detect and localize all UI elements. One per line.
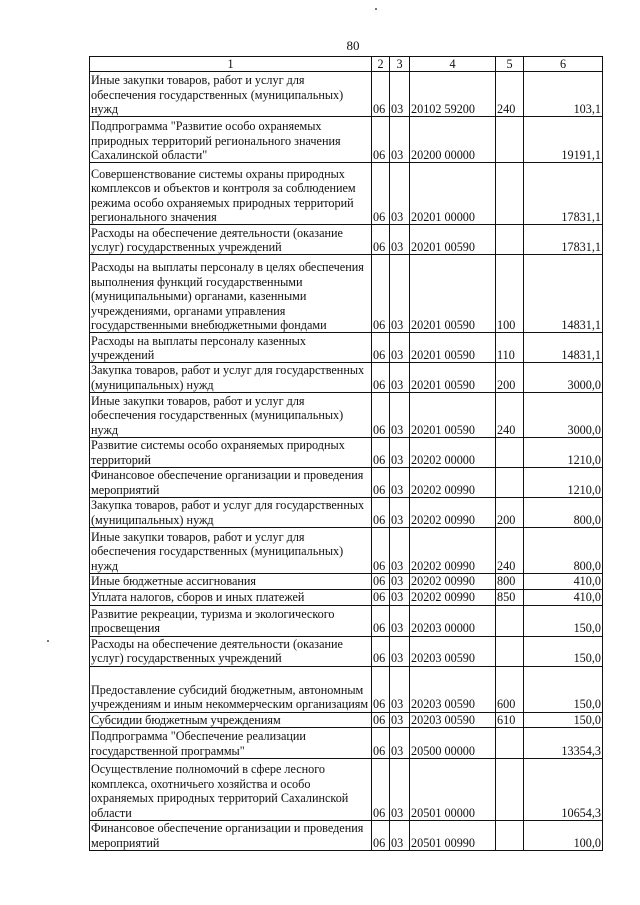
row-subsection: 03 xyxy=(390,712,410,727)
row-section: 06 xyxy=(372,759,390,821)
row-name: Осуществление полномочий в сфере лесного комплекса, охотничьего хозяйства и особо охраняемых природных территорий Сахалинской области xyxy=(90,759,372,821)
scan-speck xyxy=(375,8,377,10)
row-subsection: 03 xyxy=(390,72,410,117)
row-expense-type: 240 xyxy=(496,393,524,438)
row-expense-type xyxy=(496,468,524,498)
row-expense-type xyxy=(496,225,524,255)
row-expense-type: 240 xyxy=(496,72,524,117)
row-subsection: 03 xyxy=(390,393,410,438)
row-section: 06 xyxy=(372,821,390,851)
row-amount: 14831,1 xyxy=(524,255,603,333)
row-amount: 10654,3 xyxy=(524,759,603,821)
row-expense-type: 610 xyxy=(496,712,524,727)
row-name: Иные закупки товаров, работ и услуг для обеспечения государственных (муниципальных) нужд xyxy=(90,528,372,574)
row-amount: 800,0 xyxy=(524,498,603,528)
row-name: Иные закупки товаров, работ и услуг для обеспечения государственных (муниципальных) нужд xyxy=(90,393,372,438)
header-cell: 5 xyxy=(496,57,524,72)
row-expense-type xyxy=(496,636,524,666)
row-amount: 1210,0 xyxy=(524,438,603,468)
row-name: Финансовое обеспечение организации и проведения мероприятий xyxy=(90,821,372,851)
table-row xyxy=(90,72,603,117)
table-header-row xyxy=(90,57,603,72)
header-cell: 2 xyxy=(372,57,390,72)
row-expense-type xyxy=(496,821,524,851)
row-subsection: 03 xyxy=(390,225,410,255)
row-amount: 17831,1 xyxy=(524,225,603,255)
row-name: Расходы на выплаты персоналу в целях обеспечения выполнения функций государственными (муниципальными) органами, казенными учреждениями, органами управления государственными внебюджетными фондами xyxy=(90,255,372,333)
row-expense-type: 240 xyxy=(496,528,524,574)
row-target-article: 20203 00000 xyxy=(410,605,496,636)
row-expense-type: 800 xyxy=(496,574,524,589)
row-section: 06 xyxy=(372,72,390,117)
row-subsection: 03 xyxy=(390,438,410,468)
row-target-article: 20203 00590 xyxy=(410,712,496,727)
row-target-article: 20202 00990 xyxy=(410,498,496,528)
row-target-article: 20203 00590 xyxy=(410,666,496,712)
row-section: 06 xyxy=(372,498,390,528)
row-subsection: 03 xyxy=(390,117,410,163)
row-expense-type: 600 xyxy=(496,666,524,712)
row-target-article: 20200 00000 xyxy=(410,117,496,163)
row-section: 06 xyxy=(372,468,390,498)
row-name: Развитие системы особо охраняемых природных территорий xyxy=(90,438,372,468)
row-name: Подпрограмма "Обеспечение реализации государственной программы" xyxy=(90,728,372,759)
table-row xyxy=(90,498,603,528)
row-name: Закупка товаров, работ и услуг для государственных (муниципальных) нужд xyxy=(90,498,372,528)
row-target-article: 20203 00590 xyxy=(410,636,496,666)
row-subsection: 03 xyxy=(390,821,410,851)
row-subsection: 03 xyxy=(390,528,410,574)
row-target-article: 20201 00590 xyxy=(410,225,496,255)
table-row xyxy=(90,528,603,574)
table-row xyxy=(90,712,603,727)
row-section: 06 xyxy=(372,333,390,363)
row-subsection: 03 xyxy=(390,636,410,666)
row-section: 06 xyxy=(372,163,390,225)
row-name: Расходы на обеспечение деятельности (оказание услуг) государственных учреждений xyxy=(90,636,372,666)
row-target-article: 20501 00990 xyxy=(410,821,496,851)
row-target-article: 20202 00990 xyxy=(410,528,496,574)
table-row xyxy=(90,468,603,498)
table-row xyxy=(90,163,603,225)
row-amount: 3000,0 xyxy=(524,393,603,438)
row-amount: 410,0 xyxy=(524,589,603,605)
row-section: 06 xyxy=(372,528,390,574)
row-subsection: 03 xyxy=(390,759,410,821)
row-subsection: 03 xyxy=(390,666,410,712)
row-expense-type: 110 xyxy=(496,333,524,363)
row-amount: 150,0 xyxy=(524,636,603,666)
row-target-article: 20201 00590 xyxy=(410,363,496,393)
row-amount: 150,0 xyxy=(524,605,603,636)
row-section: 06 xyxy=(372,666,390,712)
row-subsection: 03 xyxy=(390,468,410,498)
row-name: Иные закупки товаров, работ и услуг для обеспечения государственных (муниципальных) нужд xyxy=(90,72,372,117)
row-subsection: 03 xyxy=(390,498,410,528)
row-name: Предоставление субсидий бюджетным, автономным учреждениям и иным некоммерческим организациям xyxy=(90,666,372,712)
row-amount: 150,0 xyxy=(524,712,603,727)
table-row xyxy=(90,255,603,333)
row-section: 06 xyxy=(372,728,390,759)
table-row xyxy=(90,759,603,821)
row-subsection: 03 xyxy=(390,605,410,636)
row-target-article: 20202 00990 xyxy=(410,574,496,589)
table-row xyxy=(90,666,603,712)
table-row xyxy=(90,574,603,589)
row-section: 06 xyxy=(372,255,390,333)
row-subsection: 03 xyxy=(390,363,410,393)
row-expense-type xyxy=(496,117,524,163)
table-row xyxy=(90,333,603,363)
row-section: 06 xyxy=(372,393,390,438)
row-subsection: 03 xyxy=(390,574,410,589)
row-name: Расходы на обеспечение деятельности (оказание услуг) государственных учреждений xyxy=(90,225,372,255)
row-name: Уплата налогов, сборов и иных платежей xyxy=(90,589,372,605)
header-cell: 1 xyxy=(90,57,372,72)
row-amount: 800,0 xyxy=(524,528,603,574)
row-name: Иные бюджетные ассигнования xyxy=(90,574,372,589)
row-section: 06 xyxy=(372,605,390,636)
header-cell: 6 xyxy=(524,57,603,72)
row-target-article: 20501 00000 xyxy=(410,759,496,821)
table-row xyxy=(90,589,603,605)
row-amount: 103,1 xyxy=(524,72,603,117)
row-amount: 14831,1 xyxy=(524,333,603,363)
row-name: Закупка товаров, работ и услуг для государственных (муниципальных) нужд xyxy=(90,363,372,393)
row-subsection: 03 xyxy=(390,255,410,333)
row-section: 06 xyxy=(372,636,390,666)
row-name: Финансовое обеспечение организации и проведения мероприятий xyxy=(90,468,372,498)
row-expense-type xyxy=(496,759,524,821)
row-expense-type xyxy=(496,728,524,759)
row-target-article: 20202 00000 xyxy=(410,438,496,468)
row-amount: 17831,1 xyxy=(524,163,603,225)
row-target-article: 20202 00990 xyxy=(410,589,496,605)
row-name: Подпрограмма "Развитие особо охраняемых природных территорий регионального значения Сахалинской области" xyxy=(90,117,372,163)
row-amount: 1210,0 xyxy=(524,468,603,498)
row-expense-type xyxy=(496,163,524,225)
table-row xyxy=(90,117,603,163)
row-section: 06 xyxy=(372,363,390,393)
header-cell: 3 xyxy=(390,57,410,72)
row-target-article: 20102 59200 xyxy=(410,72,496,117)
row-target-article: 20201 00590 xyxy=(410,333,496,363)
row-amount: 100,0 xyxy=(524,821,603,851)
row-name: Совершенствование системы охраны природных комплексов и объектов и контроля за соблюдением режима особо охраняемых природных территорий регионального значения xyxy=(90,163,372,225)
row-name: Субсидии бюджетным учреждениям xyxy=(90,712,372,727)
table-row xyxy=(90,821,603,851)
row-expense-type: 100 xyxy=(496,255,524,333)
row-subsection: 03 xyxy=(390,589,410,605)
row-target-article: 20202 00990 xyxy=(410,468,496,498)
table-row xyxy=(90,393,603,438)
row-name: Развитие рекреации, туризма и экологического просвещения xyxy=(90,605,372,636)
row-section: 06 xyxy=(372,574,390,589)
row-amount: 13354,3 xyxy=(524,728,603,759)
row-expense-type: 200 xyxy=(496,363,524,393)
row-expense-type: 200 xyxy=(496,498,524,528)
row-target-article: 20201 00590 xyxy=(410,255,496,333)
page-number: 80 xyxy=(346,38,360,53)
row-section: 06 xyxy=(372,225,390,255)
row-amount: 3000,0 xyxy=(524,363,603,393)
row-section: 06 xyxy=(372,117,390,163)
table-row xyxy=(90,225,603,255)
row-expense-type xyxy=(496,605,524,636)
row-target-article: 20500 00000 xyxy=(410,728,496,759)
table-row xyxy=(90,363,603,393)
row-amount: 410,0 xyxy=(524,574,603,589)
row-section: 06 xyxy=(372,589,390,605)
header-cell: 4 xyxy=(410,57,496,72)
row-expense-type xyxy=(496,438,524,468)
row-name: Расходы на выплаты персоналу казенных учреждений xyxy=(90,333,372,363)
row-amount: 150,0 xyxy=(524,666,603,712)
row-subsection: 03 xyxy=(390,333,410,363)
table-row xyxy=(90,636,603,666)
row-expense-type: 850 xyxy=(496,589,524,605)
row-section: 06 xyxy=(372,712,390,727)
budget-table xyxy=(89,56,603,851)
row-target-article: 20201 00000 xyxy=(410,163,496,225)
row-amount: 19191,1 xyxy=(524,117,603,163)
scan-speck xyxy=(47,640,49,642)
table-row xyxy=(90,605,603,636)
table-row xyxy=(90,438,603,468)
row-target-article: 20201 00590 xyxy=(410,393,496,438)
row-section: 06 xyxy=(372,438,390,468)
row-subsection: 03 xyxy=(390,163,410,225)
row-subsection: 03 xyxy=(390,728,410,759)
table-row xyxy=(90,728,603,759)
